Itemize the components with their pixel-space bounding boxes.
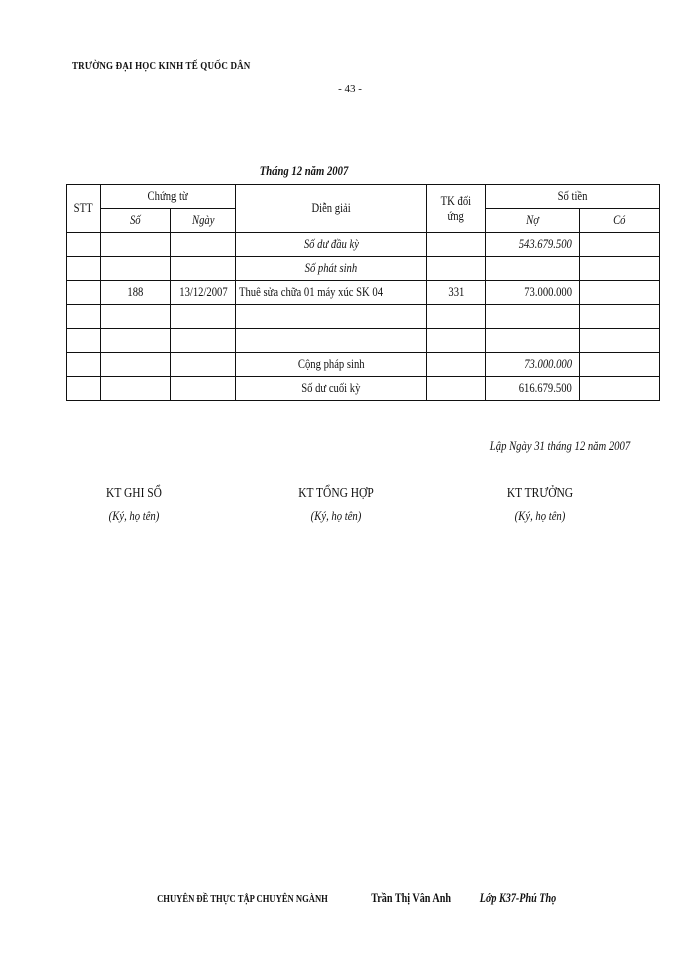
signature-block-ghi-so — [34, 486, 234, 524]
ledger-month-title: Tháng 12 năm 2007 — [259, 163, 349, 178]
table-row — [67, 353, 660, 377]
closing-balance-debit: 616.679.500 — [486, 377, 580, 401]
col-so-tien: Số tiền — [486, 185, 660, 209]
arising-label: Số phát sinh — [236, 257, 427, 281]
page-number: - 43 - — [338, 83, 362, 95]
opening-balance-debit: 543.679.500 — [486, 233, 580, 257]
signature-title: KT TRƯỞNG — [506, 486, 574, 501]
col-ngay: Ngày — [171, 209, 236, 233]
signature-title: KT TỔNG HỢP — [298, 486, 374, 501]
signature-block-truong — [440, 486, 640, 524]
total-arising-label: Cộng pháp sinh — [236, 353, 427, 377]
date-line: Lập Ngày 31 tháng 12 năm 2007 — [489, 438, 630, 453]
table-row — [67, 377, 660, 401]
total-arising-debit: 73.000.000 — [486, 353, 580, 377]
signature-subtitle: (Ký, họ tên) — [310, 508, 362, 523]
entry-description: Thuê sửa chữa 01 máy xúc SK 04 — [236, 281, 427, 305]
footer-class: Lớp K37-Phú Thọ — [480, 890, 557, 905]
entry-account: 331 — [427, 281, 486, 305]
col-co: Có — [580, 209, 660, 233]
closing-balance-label: Số dư cuối kỳ — [236, 377, 427, 401]
col-chung-tu: Chứng từ — [101, 185, 236, 209]
signature-subtitle: (Ký, họ tên) — [108, 508, 160, 523]
ledger-table — [66, 184, 660, 401]
table-row — [67, 281, 660, 305]
footer-author: Trần Thị Vân Anh — [371, 890, 452, 905]
col-stt: STT — [67, 185, 101, 233]
school-header: TRƯỜNG ĐẠI HỌC KINH TẾ QUỐC DÂN — [72, 60, 251, 72]
col-tk-doi-ung: TK đối ứng — [427, 185, 486, 233]
signature-title: KT GHI SỔ — [106, 486, 162, 501]
col-no: Nợ — [486, 209, 580, 233]
table-row — [67, 329, 660, 353]
entry-doc-date: 13/12/2007 — [171, 281, 236, 305]
col-so: Số — [101, 209, 171, 233]
table-row — [67, 257, 660, 281]
entry-doc-number: 188 — [101, 281, 171, 305]
signature-block-tong-hop — [236, 486, 436, 524]
col-dien-giai: Diễn giải — [236, 185, 427, 233]
table-row — [67, 233, 660, 257]
footer-topic: CHUYÊN ĐỀ THỰC TẬP CHUYÊN NGÀNH — [156, 893, 328, 905]
page-footer — [0, 890, 700, 906]
opening-balance-label: Số dư đầu kỳ — [236, 233, 427, 257]
entry-debit: 73.000.000 — [486, 281, 580, 305]
table-header-row — [67, 185, 660, 209]
table-row — [67, 305, 660, 329]
signature-subtitle: (Ký, họ tên) — [514, 508, 566, 523]
